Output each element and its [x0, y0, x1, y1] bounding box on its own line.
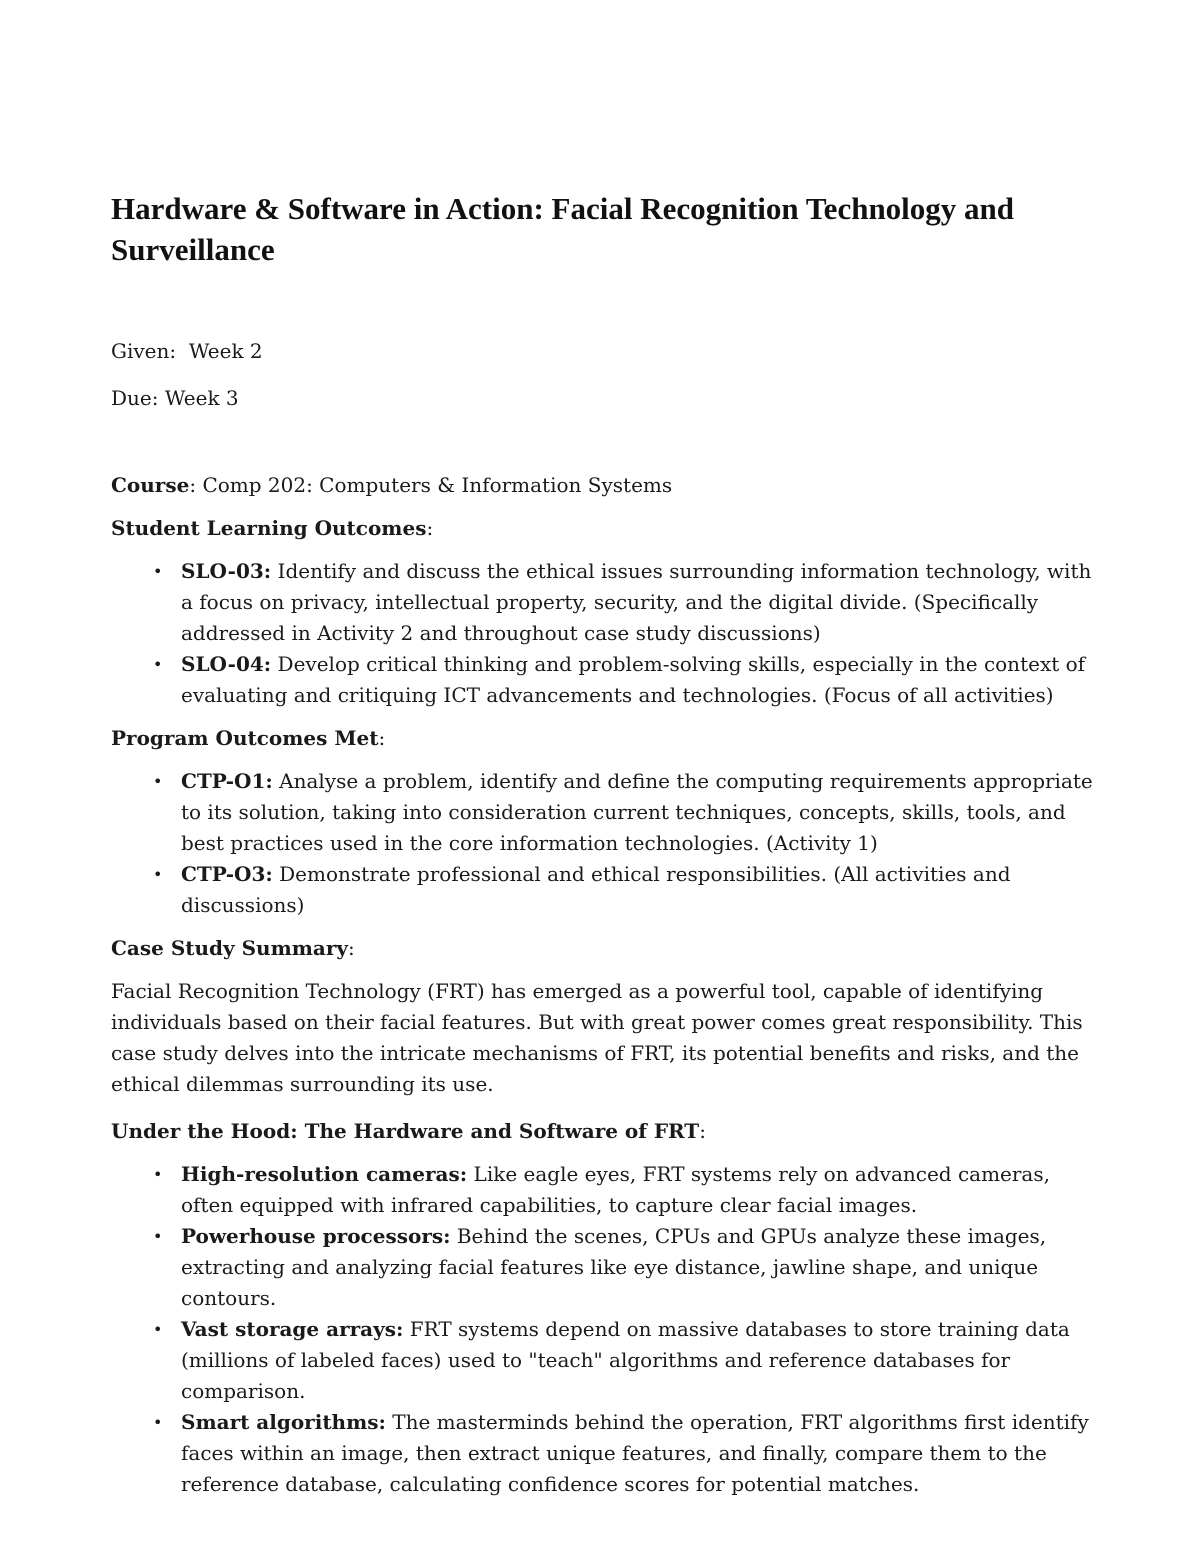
hood-list — [111, 1159, 1101, 1500]
item-code: Smart algorithms: — [181, 1410, 386, 1434]
item-code: Powerhouse processors: — [181, 1224, 451, 1248]
item-text: Demonstrate professional and ethical responsibilities. (All activities and discussions) — [181, 862, 1011, 917]
list-item — [111, 556, 1101, 649]
hood-heading — [111, 1116, 1101, 1147]
list-item — [111, 1159, 1101, 1221]
bullet-icon: • — [153, 865, 163, 884]
course-line — [111, 470, 1101, 501]
bullet-icon: • — [153, 655, 163, 674]
summary-heading — [111, 933, 1101, 964]
bullet-icon: • — [153, 1320, 163, 1339]
hood-heading-text: Under the Hood: The Hardware and Software of FRT — [111, 1119, 700, 1143]
list-item — [111, 859, 1101, 921]
slo-heading — [111, 513, 1101, 544]
program-list — [111, 766, 1101, 921]
course-sep: : — [189, 473, 197, 497]
slo-heading-sep: : — [426, 516, 434, 540]
course-label: Course — [111, 473, 190, 497]
list-item — [111, 1314, 1101, 1407]
list-item — [111, 1221, 1101, 1314]
bullet-icon: • — [153, 772, 163, 791]
item-code: CTP-O1: — [181, 769, 273, 793]
due-line — [111, 383, 1101, 414]
due-label: Due: — [111, 386, 159, 410]
due-value: Week 3 — [164, 386, 239, 410]
item-text: Like eagle eyes, FRT systems rely on advanced cameras, often equipped with infrared capabilities, to capture clear facial images. — [181, 1162, 1050, 1217]
given-label: Given: — [111, 339, 177, 363]
item-text: FRT systems depend on massive databases to store training data (millions of labeled faces) used to "teach" algorithms and reference databases for comparison. — [181, 1317, 1070, 1403]
bullet-icon: • — [153, 1227, 163, 1246]
summary-paragraph: Facial Recognition Technology (FRT) has emerged as a powerful tool, capable of identifying individuals based on their facial features. But with great power comes great responsibility. This case study delves into the intricate mechanisms of FRT, its potential benefits and risks, and the ethical dilemmas surrounding its use. — [111, 979, 1083, 1096]
slo-list — [111, 556, 1101, 711]
item-code: Vast storage arrays: — [181, 1317, 404, 1341]
item-text: Behind the scenes, CPUs and GPUs analyze these images, extracting and analyzing facial features like eye distance, jawline shape, and unique contours. — [181, 1224, 1047, 1310]
bullet-icon: • — [153, 1165, 163, 1184]
hood-heading-sep: : — [699, 1119, 706, 1143]
summary-heading-sep: : — [348, 936, 355, 960]
bullet-icon: • — [153, 1413, 163, 1432]
program-heading-text: Program Outcomes Met — [111, 726, 379, 750]
item-text: The masterminds behind the operation, FRT algorithms first identify faces within an image, then extract unique features, and finally, compare them to the reference database, calculating confidence scores for potential matches. — [181, 1410, 1089, 1496]
program-heading — [111, 723, 1101, 754]
item-code: SLO-04: — [181, 652, 272, 676]
summary-heading-text: Case Study Summary — [111, 936, 349, 960]
list-item — [111, 649, 1101, 711]
item-text: Develop critical thinking and problem-solving skills, especially in the context of evaluating and critiquing ICT advancements and technologies. (Focus of all activities) — [181, 652, 1086, 707]
item-code: SLO-03: — [181, 559, 272, 583]
course-value: Comp 202: Computers & Information Systems — [202, 473, 673, 497]
list-item — [111, 766, 1101, 859]
bullet-icon: • — [153, 562, 163, 581]
list-item — [111, 1407, 1101, 1500]
given-line — [111, 336, 1101, 367]
item-code: High-resolution cameras: — [181, 1162, 468, 1186]
program-heading-sep: : — [378, 726, 386, 750]
item-text: Identify and discuss the ethical issues surrounding information technology, with a focus on privacy, intellectual property, security, and the digital divide. (Specifically addressed in Activity 2 and throughout case study discussions) — [181, 559, 1092, 645]
document-content — [111, 188, 1101, 1512]
item-code: CTP-O3: — [181, 862, 273, 886]
item-text: Analyse a problem, identify and define the computing requirements appropriate to its solution, taking into consideration current techniques, concepts, skills, tools, and best practices used in the core information technologies. (Activity 1) — [181, 769, 1093, 855]
given-value: Week 2 — [188, 339, 263, 363]
slo-heading-text: Student Learning Outcomes — [111, 516, 427, 540]
document-title: Hardware & Software in Action: Facial Recognition Technology and Surveillance — [111, 191, 1015, 267]
